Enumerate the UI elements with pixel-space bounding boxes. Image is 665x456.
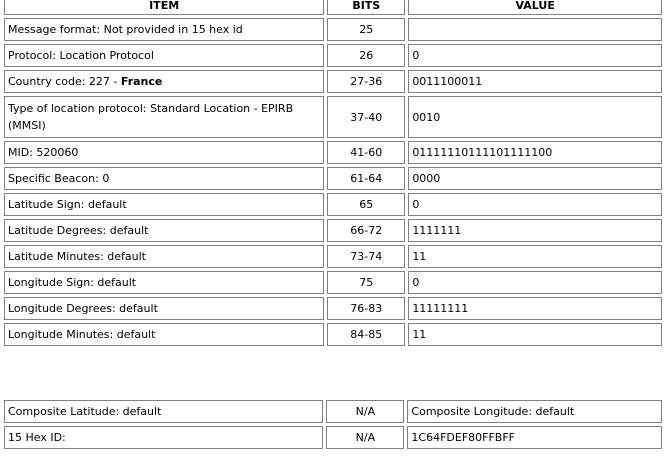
table-row-country-code — [4, 70, 662, 93]
value-cell: 11111111 — [408, 297, 662, 320]
item-cell: Composite Latitude: default — [4, 400, 323, 423]
bits-cell: 41-60 — [327, 141, 405, 164]
value-cell: 0 — [408, 44, 662, 67]
table-row-specific-beacon — [4, 167, 662, 190]
bits-cell: 65 — [327, 193, 405, 216]
bits-cell: 25 — [327, 18, 405, 41]
column-header-value: VALUE — [408, 0, 662, 15]
item-cell: Latitude Sign: default — [4, 193, 324, 216]
table-header-row — [4, 0, 662, 15]
item-cell: Longitude Sign: default — [4, 271, 324, 294]
bits-cell: N/A — [326, 426, 404, 449]
item-cell: Latitude Minutes: default — [4, 245, 324, 268]
summary-table — [1, 397, 665, 452]
table-row-mid — [4, 141, 662, 164]
item-cell: Specific Beacon: 0 — [4, 167, 324, 190]
column-header-bits: BITS — [327, 0, 405, 15]
item-cell: Longitude Minutes: default — [4, 323, 324, 346]
table-row-latitude-sign — [4, 193, 662, 216]
bits-cell: 26 — [327, 44, 405, 67]
item-cell: 15 Hex ID: — [4, 426, 323, 449]
bits-cell: 84-85 — [327, 323, 405, 346]
item-cell: Latitude Degrees: default — [4, 219, 324, 242]
value-cell: 11 — [408, 245, 662, 268]
table-row-protocol — [4, 44, 662, 67]
table-row-latitude-minutes — [4, 245, 662, 268]
value-cell: 11 — [408, 323, 662, 346]
item-cell: Longitude Degrees: default — [4, 297, 324, 320]
country-code-label: Country code: 227 - — [8, 75, 121, 88]
table-row-longitude-sign — [4, 271, 662, 294]
table-row-longitude-minutes — [4, 323, 662, 346]
decode-table — [1, 0, 665, 349]
table-row-composite-position — [4, 400, 662, 423]
bits-cell: 27-36 — [327, 70, 405, 93]
item-cell: Protocol: Location Protocol — [4, 44, 324, 67]
value-cell: 0000 — [408, 167, 662, 190]
table-row-location-protocol-type — [4, 96, 662, 138]
value-cell: 0011100011 — [408, 70, 662, 93]
bits-cell: 66-72 — [327, 219, 405, 242]
value-cell: 0010 — [408, 96, 662, 138]
column-header-item: ITEM — [4, 0, 324, 15]
value-cell — [408, 18, 662, 41]
table-row-hex-id — [4, 426, 662, 449]
bits-cell: 73-74 — [327, 245, 405, 268]
item-cell: Type of location protocol: Standard Location - EPIRB (MMSI) — [4, 96, 324, 138]
value-cell: 0 — [408, 271, 662, 294]
bits-cell: 37-40 — [327, 96, 405, 138]
table-row-latitude-degrees — [4, 219, 662, 242]
value-cell: 1C64FDEF80FFBFF — [407, 426, 662, 449]
value-cell: 0 — [408, 193, 662, 216]
bits-cell: N/A — [326, 400, 404, 423]
value-cell: 1111111 — [408, 219, 662, 242]
value-cell: 01111110111101111100 — [408, 141, 662, 164]
country-name: France — [120, 75, 163, 88]
item-cell — [4, 70, 324, 93]
table-row-message-format — [4, 18, 662, 41]
bits-cell: 75 — [327, 271, 405, 294]
table-row-longitude-degrees — [4, 297, 662, 320]
value-cell: Composite Longitude: default — [407, 400, 662, 423]
bits-cell: 76-83 — [327, 297, 405, 320]
item-cell: MID: 520060 — [4, 141, 324, 164]
item-cell: Message format: Not provided in 15 hex id — [4, 18, 324, 41]
bits-cell: 61-64 — [327, 167, 405, 190]
